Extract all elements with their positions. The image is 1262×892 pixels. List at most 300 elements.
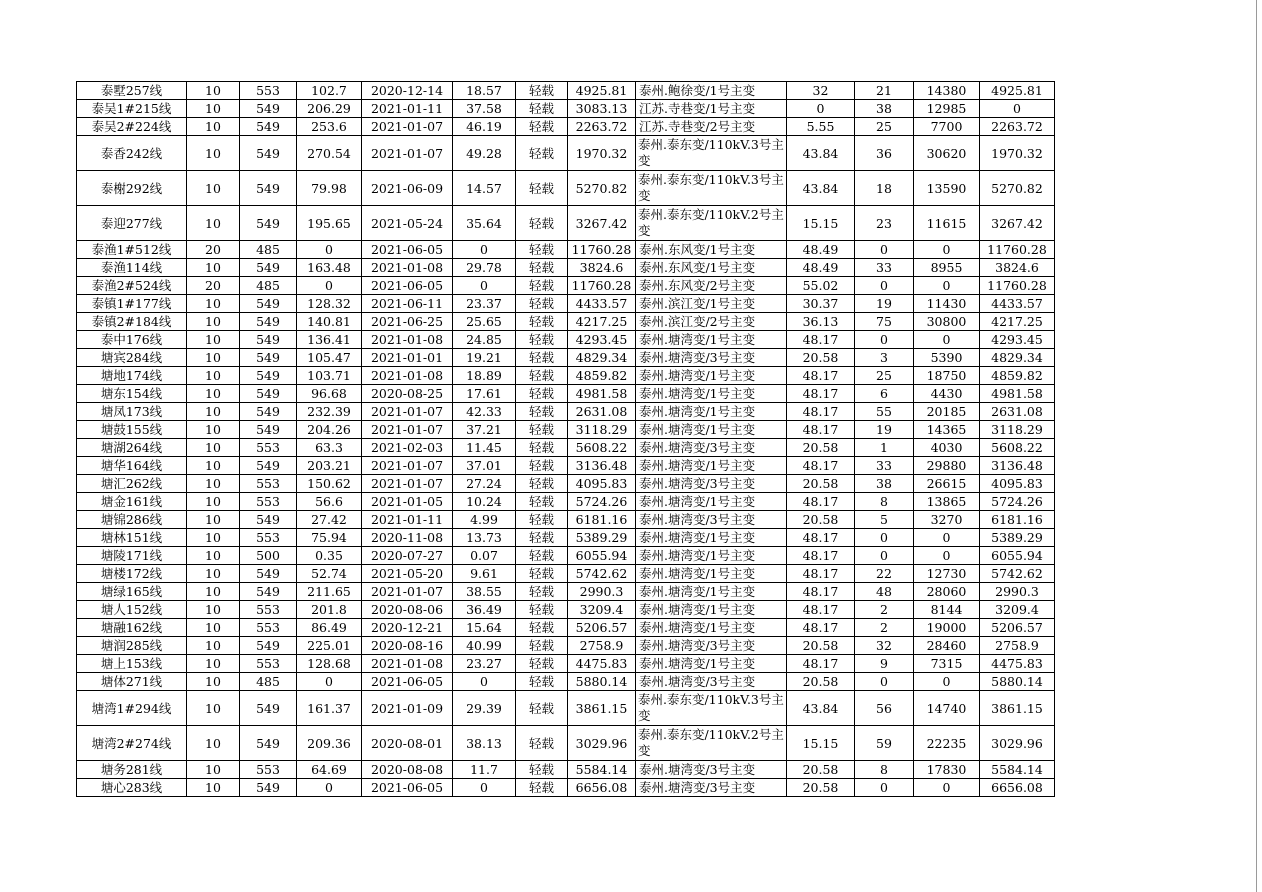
table-cell[interactable]: 泰中176线 bbox=[77, 331, 187, 349]
table-cell[interactable]: 江苏.寺巷变/1号主变 bbox=[636, 100, 787, 118]
table-cell[interactable]: 75 bbox=[855, 313, 914, 331]
table-cell[interactable]: 2021-01-01 bbox=[362, 349, 453, 367]
table-cell[interactable]: 20185 bbox=[914, 403, 980, 421]
table-cell[interactable]: 6181.16 bbox=[568, 511, 636, 529]
table-cell[interactable]: 泰州.东风变/1号主变 bbox=[636, 241, 787, 259]
table-cell[interactable]: 泰州.塘湾变/1号主变 bbox=[636, 547, 787, 565]
table-cell[interactable]: 485 bbox=[240, 241, 297, 259]
table-cell[interactable]: 2021-01-07 bbox=[362, 475, 453, 493]
table-cell[interactable]: 549 bbox=[240, 367, 297, 385]
table-cell[interactable]: 10 bbox=[187, 529, 240, 547]
table-cell[interactable]: 10 bbox=[187, 655, 240, 673]
table-cell[interactable]: 轻载 bbox=[516, 547, 568, 565]
table-cell[interactable]: 209.36 bbox=[297, 726, 362, 761]
table-cell[interactable]: 0 bbox=[914, 779, 980, 797]
table-cell[interactable]: 549 bbox=[240, 385, 297, 403]
table-cell[interactable]: 轻载 bbox=[516, 171, 568, 206]
table-cell[interactable]: 3861.15 bbox=[568, 691, 636, 726]
table-cell[interactable]: 211.65 bbox=[297, 583, 362, 601]
table-cell[interactable]: 4433.57 bbox=[980, 295, 1055, 313]
table-cell[interactable]: 0 bbox=[914, 529, 980, 547]
table-cell[interactable]: 43.84 bbox=[787, 171, 855, 206]
table-cell[interactable]: 4030 bbox=[914, 439, 980, 457]
table-cell[interactable]: 泰州.泰东变/110kV.3号主变 bbox=[636, 691, 787, 726]
table-cell[interactable]: 4859.82 bbox=[568, 367, 636, 385]
table-cell[interactable]: 塘楼172线 bbox=[77, 565, 187, 583]
table-cell[interactable]: 13590 bbox=[914, 171, 980, 206]
table-cell[interactable]: 8144 bbox=[914, 601, 980, 619]
table-cell[interactable]: 1970.32 bbox=[980, 136, 1055, 171]
table-cell[interactable]: 549 bbox=[240, 726, 297, 761]
table-cell[interactable]: 549 bbox=[240, 313, 297, 331]
table-cell[interactable]: 2020-08-16 bbox=[362, 637, 453, 655]
table-cell[interactable]: 泰州.塘湾变/1号主变 bbox=[636, 529, 787, 547]
table-cell[interactable]: 5742.62 bbox=[568, 565, 636, 583]
table-cell[interactable]: 29.78 bbox=[453, 259, 516, 277]
table-cell[interactable]: 48.17 bbox=[787, 583, 855, 601]
table-cell[interactable]: 4433.57 bbox=[568, 295, 636, 313]
table-cell[interactable]: 48.17 bbox=[787, 493, 855, 511]
table-cell[interactable]: 0 bbox=[914, 241, 980, 259]
table-cell[interactable]: 22 bbox=[855, 565, 914, 583]
table-cell[interactable]: 63.3 bbox=[297, 439, 362, 457]
table-cell[interactable]: 27.42 bbox=[297, 511, 362, 529]
table-cell[interactable]: 轻载 bbox=[516, 619, 568, 637]
table-cell[interactable]: 塘鼓155线 bbox=[77, 421, 187, 439]
table-cell[interactable]: 塘务281线 bbox=[77, 761, 187, 779]
table-cell[interactable]: 48.17 bbox=[787, 655, 855, 673]
table-cell[interactable]: 15.64 bbox=[453, 619, 516, 637]
table-cell[interactable]: 2021-01-08 bbox=[362, 655, 453, 673]
table-cell[interactable]: 10 bbox=[187, 421, 240, 439]
table-cell[interactable]: 0 bbox=[453, 277, 516, 295]
table-cell[interactable]: 泰州.泰东变/110kV.3号主变 bbox=[636, 136, 787, 171]
table-cell[interactable]: 549 bbox=[240, 349, 297, 367]
table-cell[interactable]: 42.33 bbox=[453, 403, 516, 421]
table-cell[interactable]: 泰州.塘湾变/1号主变 bbox=[636, 619, 787, 637]
table-cell[interactable]: 轻载 bbox=[516, 601, 568, 619]
table-cell[interactable]: 2020-08-08 bbox=[362, 761, 453, 779]
table-cell[interactable]: 泰州.塘湾变/1号主变 bbox=[636, 331, 787, 349]
table-cell[interactable]: 泰州.东风变/1号主变 bbox=[636, 259, 787, 277]
table-cell[interactable]: 18750 bbox=[914, 367, 980, 385]
table-cell[interactable]: 10 bbox=[187, 349, 240, 367]
table-cell[interactable]: 泰州.滨江变/2号主变 bbox=[636, 313, 787, 331]
table-cell[interactable]: 8 bbox=[855, 761, 914, 779]
table-cell[interactable]: 塘心283线 bbox=[77, 779, 187, 797]
table-cell[interactable]: 128.32 bbox=[297, 295, 362, 313]
table-cell[interactable]: 轻载 bbox=[516, 691, 568, 726]
table-cell[interactable]: 549 bbox=[240, 511, 297, 529]
table-cell[interactable]: 5608.22 bbox=[568, 439, 636, 457]
table-cell[interactable]: 2021-06-09 bbox=[362, 171, 453, 206]
table-cell[interactable]: 553 bbox=[240, 475, 297, 493]
table-cell[interactable]: 86.49 bbox=[297, 619, 362, 637]
table-cell[interactable]: 10 bbox=[187, 726, 240, 761]
table-cell[interactable]: 10 bbox=[187, 367, 240, 385]
table-cell[interactable]: 549 bbox=[240, 331, 297, 349]
table-cell[interactable]: 轻载 bbox=[516, 241, 568, 259]
table-cell[interactable]: 2021-01-11 bbox=[362, 100, 453, 118]
table-cell[interactable]: 0 bbox=[453, 241, 516, 259]
table-cell[interactable]: 14380 bbox=[914, 82, 980, 100]
table-cell[interactable]: 12730 bbox=[914, 565, 980, 583]
table-cell[interactable]: 163.48 bbox=[297, 259, 362, 277]
table-cell[interactable]: 塘体271线 bbox=[77, 673, 187, 691]
table-cell[interactable]: 48.17 bbox=[787, 619, 855, 637]
table-cell[interactable]: 79.98 bbox=[297, 171, 362, 206]
table-cell[interactable]: 549 bbox=[240, 136, 297, 171]
table-cell[interactable]: 38 bbox=[855, 475, 914, 493]
table-cell[interactable]: 8 bbox=[855, 493, 914, 511]
table-cell[interactable]: 3118.29 bbox=[568, 421, 636, 439]
table-cell[interactable]: 塘华164线 bbox=[77, 457, 187, 475]
table-cell[interactable]: 46.19 bbox=[453, 118, 516, 136]
table-cell[interactable]: 3029.96 bbox=[568, 726, 636, 761]
table-cell[interactable]: 32 bbox=[855, 637, 914, 655]
table-cell[interactable]: 塘润285线 bbox=[77, 637, 187, 655]
table-cell[interactable]: 泰镇2#184线 bbox=[77, 313, 187, 331]
table-cell[interactable]: 6 bbox=[855, 385, 914, 403]
table-cell[interactable]: 4925.81 bbox=[980, 82, 1055, 100]
table-cell[interactable]: 553 bbox=[240, 619, 297, 637]
table-cell[interactable]: 泰州.滨江变/1号主变 bbox=[636, 295, 787, 313]
table-cell[interactable]: 轻载 bbox=[516, 331, 568, 349]
table-cell[interactable]: 11.7 bbox=[453, 761, 516, 779]
table-cell[interactable]: 24.85 bbox=[453, 331, 516, 349]
table-cell[interactable]: 2021-01-11 bbox=[362, 511, 453, 529]
table-cell[interactable]: 3136.48 bbox=[568, 457, 636, 475]
table-cell[interactable]: 泰州.塘湾变/3号主变 bbox=[636, 637, 787, 655]
table-cell[interactable]: 18.89 bbox=[453, 367, 516, 385]
table-cell[interactable]: 28060 bbox=[914, 583, 980, 601]
table-cell[interactable]: 轻载 bbox=[516, 421, 568, 439]
table-cell[interactable]: 201.8 bbox=[297, 601, 362, 619]
table-cell[interactable]: 泰渔1#512线 bbox=[77, 241, 187, 259]
table-cell[interactable]: 2021-06-25 bbox=[362, 313, 453, 331]
table-cell[interactable]: 6055.94 bbox=[980, 547, 1055, 565]
table-cell[interactable]: 48.17 bbox=[787, 367, 855, 385]
table-cell[interactable]: 35.64 bbox=[453, 206, 516, 241]
table-cell[interactable]: 轻载 bbox=[516, 439, 568, 457]
table-cell[interactable]: 12985 bbox=[914, 100, 980, 118]
table-cell[interactable]: 4095.83 bbox=[980, 475, 1055, 493]
table-cell[interactable]: 泰州.泰东变/110kV.2号主变 bbox=[636, 726, 787, 761]
table-cell[interactable]: 20.58 bbox=[787, 673, 855, 691]
table-cell[interactable]: 10 bbox=[187, 583, 240, 601]
table-cell[interactable]: 0 bbox=[914, 331, 980, 349]
table-cell[interactable]: 塘锦286线 bbox=[77, 511, 187, 529]
table-cell[interactable]: 10 bbox=[187, 511, 240, 529]
table-cell[interactable]: 2021-06-05 bbox=[362, 673, 453, 691]
table-cell[interactable]: 549 bbox=[240, 779, 297, 797]
table-cell[interactable]: 10 bbox=[187, 547, 240, 565]
table-cell[interactable]: 5584.14 bbox=[568, 761, 636, 779]
table-cell[interactable]: 泰渔114线 bbox=[77, 259, 187, 277]
table-cell[interactable]: 泰迎277线 bbox=[77, 206, 187, 241]
table-cell[interactable]: 0 bbox=[453, 779, 516, 797]
table-cell[interactable]: 3267.42 bbox=[980, 206, 1055, 241]
table-cell[interactable]: 0 bbox=[980, 100, 1055, 118]
table-cell[interactable]: 0 bbox=[855, 547, 914, 565]
table-cell[interactable]: 2631.08 bbox=[568, 403, 636, 421]
table-cell[interactable]: 96.68 bbox=[297, 385, 362, 403]
table-cell[interactable]: 5724.26 bbox=[980, 493, 1055, 511]
table-cell[interactable]: 150.62 bbox=[297, 475, 362, 493]
table-cell[interactable]: 0.07 bbox=[453, 547, 516, 565]
table-cell[interactable]: 10 bbox=[187, 100, 240, 118]
table-cell[interactable]: 塘凤173线 bbox=[77, 403, 187, 421]
table-cell[interactable]: 20.58 bbox=[787, 349, 855, 367]
table-cell[interactable]: 塘林151线 bbox=[77, 529, 187, 547]
table-cell[interactable]: 轻载 bbox=[516, 100, 568, 118]
table-cell[interactable]: 48.17 bbox=[787, 529, 855, 547]
table-cell[interactable]: 28460 bbox=[914, 637, 980, 655]
table-cell[interactable]: 0 bbox=[855, 241, 914, 259]
table-cell[interactable]: 塘融162线 bbox=[77, 619, 187, 637]
table-cell[interactable]: 19 bbox=[855, 421, 914, 439]
table-cell[interactable]: 2 bbox=[855, 619, 914, 637]
table-cell[interactable]: 3824.6 bbox=[980, 259, 1055, 277]
table-cell[interactable]: 5608.22 bbox=[980, 439, 1055, 457]
table-cell[interactable]: 4293.45 bbox=[568, 331, 636, 349]
table-cell[interactable]: 10 bbox=[187, 637, 240, 655]
table-cell[interactable]: 553 bbox=[240, 493, 297, 511]
table-cell[interactable]: 4981.58 bbox=[980, 385, 1055, 403]
table-cell[interactable]: 549 bbox=[240, 295, 297, 313]
table-cell[interactable]: 30800 bbox=[914, 313, 980, 331]
table-cell[interactable]: 253.6 bbox=[297, 118, 362, 136]
table-cell[interactable]: 20 bbox=[187, 277, 240, 295]
table-cell[interactable]: 10 bbox=[187, 761, 240, 779]
table-cell[interactable]: 2021-01-07 bbox=[362, 457, 453, 475]
table-cell[interactable]: 128.68 bbox=[297, 655, 362, 673]
table-cell[interactable]: 6055.94 bbox=[568, 547, 636, 565]
table-cell[interactable]: 48.17 bbox=[787, 331, 855, 349]
table-cell[interactable]: 10 bbox=[187, 493, 240, 511]
table-cell[interactable]: 10 bbox=[187, 779, 240, 797]
table-cell[interactable]: 0 bbox=[914, 547, 980, 565]
table-cell[interactable]: 225.01 bbox=[297, 637, 362, 655]
table-cell[interactable]: 3083.13 bbox=[568, 100, 636, 118]
table-cell[interactable]: 11430 bbox=[914, 295, 980, 313]
table-cell[interactable]: 2758.9 bbox=[568, 637, 636, 655]
table-cell[interactable]: 105.47 bbox=[297, 349, 362, 367]
table-cell[interactable]: 10 bbox=[187, 331, 240, 349]
table-cell[interactable]: 轻载 bbox=[516, 637, 568, 655]
table-cell[interactable]: 10 bbox=[187, 295, 240, 313]
table-cell[interactable]: 11760.28 bbox=[568, 241, 636, 259]
table-cell[interactable]: 2020-08-25 bbox=[362, 385, 453, 403]
table-cell[interactable]: 0 bbox=[855, 673, 914, 691]
table-cell[interactable]: 4430 bbox=[914, 385, 980, 403]
table-cell[interactable]: 37.01 bbox=[453, 457, 516, 475]
table-cell[interactable]: 泰州.塘湾变/3号主变 bbox=[636, 779, 787, 797]
table-cell[interactable]: 549 bbox=[240, 118, 297, 136]
table-cell[interactable]: 轻载 bbox=[516, 565, 568, 583]
table-cell[interactable]: 塘人152线 bbox=[77, 601, 187, 619]
table-cell[interactable]: 500 bbox=[240, 547, 297, 565]
table-cell[interactable]: 轻载 bbox=[516, 529, 568, 547]
table-cell[interactable]: 泰州.东风变/2号主变 bbox=[636, 277, 787, 295]
table-cell[interactable]: 2021-01-05 bbox=[362, 493, 453, 511]
table-cell[interactable]: 161.37 bbox=[297, 691, 362, 726]
table-cell[interactable]: 549 bbox=[240, 206, 297, 241]
table-cell[interactable]: 2021-01-07 bbox=[362, 136, 453, 171]
table-cell[interactable]: 泰州.鲍徐变/1号主变 bbox=[636, 82, 787, 100]
table-cell[interactable]: 轻载 bbox=[516, 349, 568, 367]
table-cell[interactable]: 6656.08 bbox=[568, 779, 636, 797]
table-cell[interactable]: 23.27 bbox=[453, 655, 516, 673]
table-cell[interactable]: 549 bbox=[240, 637, 297, 655]
table-cell[interactable]: 549 bbox=[240, 171, 297, 206]
table-cell[interactable]: 轻载 bbox=[516, 82, 568, 100]
table-cell[interactable]: 14740 bbox=[914, 691, 980, 726]
table-cell[interactable]: 40.99 bbox=[453, 637, 516, 655]
table-cell[interactable]: 10 bbox=[187, 457, 240, 475]
table-cell[interactable]: 36.49 bbox=[453, 601, 516, 619]
table-cell[interactable]: 泰榭292线 bbox=[77, 171, 187, 206]
table-cell[interactable]: 泰州.塘湾变/1号主变 bbox=[636, 583, 787, 601]
table-cell[interactable]: 38.55 bbox=[453, 583, 516, 601]
table-cell[interactable]: 48.17 bbox=[787, 601, 855, 619]
table-cell[interactable]: 32 bbox=[787, 82, 855, 100]
table-cell[interactable]: 549 bbox=[240, 691, 297, 726]
table-cell[interactable]: 10 bbox=[187, 385, 240, 403]
table-cell[interactable]: 泰香242线 bbox=[77, 136, 187, 171]
table-cell[interactable]: 553 bbox=[240, 655, 297, 673]
table-cell[interactable]: 43.84 bbox=[787, 691, 855, 726]
table-cell[interactable]: 3136.48 bbox=[980, 457, 1055, 475]
table-cell[interactable]: 轻载 bbox=[516, 493, 568, 511]
table-cell[interactable]: 4859.82 bbox=[980, 367, 1055, 385]
table-cell[interactable]: 553 bbox=[240, 439, 297, 457]
table-cell[interactable]: 2021-06-05 bbox=[362, 241, 453, 259]
table-cell[interactable]: 2021-01-07 bbox=[362, 583, 453, 601]
table-cell[interactable]: 19.21 bbox=[453, 349, 516, 367]
table-cell[interactable]: 轻载 bbox=[516, 511, 568, 529]
table-cell[interactable]: 37.21 bbox=[453, 421, 516, 439]
table-cell[interactable]: 轻载 bbox=[516, 295, 568, 313]
table-cell[interactable]: 20.58 bbox=[787, 761, 855, 779]
table-cell[interactable]: 23.37 bbox=[453, 295, 516, 313]
table-cell[interactable]: 11615 bbox=[914, 206, 980, 241]
table-cell[interactable]: 3824.6 bbox=[568, 259, 636, 277]
table-cell[interactable]: 18 bbox=[855, 171, 914, 206]
table-cell[interactable]: 4.99 bbox=[453, 511, 516, 529]
table-cell[interactable]: 泰州.塘湾变/3号主变 bbox=[636, 349, 787, 367]
table-cell[interactable]: 5270.82 bbox=[980, 171, 1055, 206]
table-cell[interactable]: 塘金161线 bbox=[77, 493, 187, 511]
table-cell[interactable]: 0 bbox=[855, 331, 914, 349]
table-cell[interactable]: 泰州.塘湾变/3号主变 bbox=[636, 439, 787, 457]
table-cell[interactable]: 泰镇1#177线 bbox=[77, 295, 187, 313]
table-cell[interactable]: 485 bbox=[240, 277, 297, 295]
table-cell[interactable]: 10 bbox=[187, 565, 240, 583]
table-cell[interactable]: 塘绿165线 bbox=[77, 583, 187, 601]
table-cell[interactable]: 10 bbox=[187, 439, 240, 457]
table-cell[interactable]: 3270 bbox=[914, 511, 980, 529]
table-cell[interactable]: 塘陵171线 bbox=[77, 547, 187, 565]
table-cell[interactable]: 4475.83 bbox=[568, 655, 636, 673]
table-cell[interactable]: 4475.83 bbox=[980, 655, 1055, 673]
table-cell[interactable]: 10 bbox=[187, 475, 240, 493]
table-cell[interactable]: 48 bbox=[855, 583, 914, 601]
table-cell[interactable]: 轻载 bbox=[516, 779, 568, 797]
table-cell[interactable]: 3209.4 bbox=[568, 601, 636, 619]
table-cell[interactable]: 10 bbox=[187, 206, 240, 241]
table-cell[interactable]: 43.84 bbox=[787, 136, 855, 171]
table-cell[interactable]: 泰州.塘湾变/3号主变 bbox=[636, 761, 787, 779]
table-cell[interactable]: 22235 bbox=[914, 726, 980, 761]
table-cell[interactable]: 2021-01-08 bbox=[362, 367, 453, 385]
table-cell[interactable]: 2021-05-24 bbox=[362, 206, 453, 241]
table-cell[interactable]: 泰州.塘湾变/1号主变 bbox=[636, 457, 787, 475]
table-cell[interactable]: 48.49 bbox=[787, 259, 855, 277]
table-cell[interactable]: 0 bbox=[787, 100, 855, 118]
table-cell[interactable]: 29880 bbox=[914, 457, 980, 475]
table-cell[interactable]: 59 bbox=[855, 726, 914, 761]
table-cell[interactable]: 10 bbox=[187, 136, 240, 171]
table-cell[interactable]: 55 bbox=[855, 403, 914, 421]
table-cell[interactable]: 2020-08-06 bbox=[362, 601, 453, 619]
table-cell[interactable]: 232.39 bbox=[297, 403, 362, 421]
table-cell[interactable]: 203.21 bbox=[297, 457, 362, 475]
table-cell[interactable]: 江苏.寺巷变/2号主变 bbox=[636, 118, 787, 136]
table-cell[interactable]: 13865 bbox=[914, 493, 980, 511]
table-cell[interactable]: 195.65 bbox=[297, 206, 362, 241]
table-cell[interactable]: 553 bbox=[240, 529, 297, 547]
table-cell[interactable]: 19 bbox=[855, 295, 914, 313]
table-cell[interactable]: 25 bbox=[855, 118, 914, 136]
table-cell[interactable]: 20 bbox=[187, 241, 240, 259]
table-cell[interactable]: 48.17 bbox=[787, 421, 855, 439]
table-cell[interactable]: 48.17 bbox=[787, 385, 855, 403]
table-cell[interactable]: 2021-01-08 bbox=[362, 331, 453, 349]
table-cell[interactable]: 3 bbox=[855, 349, 914, 367]
table-cell[interactable]: 4925.81 bbox=[568, 82, 636, 100]
table-cell[interactable]: 36.13 bbox=[787, 313, 855, 331]
table-cell[interactable]: 轻载 bbox=[516, 277, 568, 295]
table-cell[interactable]: 塘湖264线 bbox=[77, 439, 187, 457]
table-cell[interactable]: 塘湾1#294线 bbox=[77, 691, 187, 726]
table-cell[interactable]: 19000 bbox=[914, 619, 980, 637]
table-cell[interactable]: 5880.14 bbox=[980, 673, 1055, 691]
table-cell[interactable]: 轻载 bbox=[516, 655, 568, 673]
table-cell[interactable]: 10 bbox=[187, 673, 240, 691]
table-cell[interactable]: 2021-05-20 bbox=[362, 565, 453, 583]
table-cell[interactable]: 2021-01-08 bbox=[362, 259, 453, 277]
table-cell[interactable]: 0 bbox=[914, 277, 980, 295]
table-cell[interactable]: 20.58 bbox=[787, 637, 855, 655]
table-cell[interactable]: 10 bbox=[187, 691, 240, 726]
table-cell[interactable]: 轻载 bbox=[516, 673, 568, 691]
table-cell[interactable]: 4829.34 bbox=[568, 349, 636, 367]
table-cell[interactable]: 泰州.塘湾变/1号主变 bbox=[636, 493, 787, 511]
table-cell[interactable]: 4293.45 bbox=[980, 331, 1055, 349]
table-cell[interactable]: 泰州.塘湾变/1号主变 bbox=[636, 421, 787, 439]
table-cell[interactable]: 20.58 bbox=[787, 511, 855, 529]
table-cell[interactable]: 2021-06-05 bbox=[362, 779, 453, 797]
table-cell[interactable]: 549 bbox=[240, 259, 297, 277]
table-cell[interactable]: 56 bbox=[855, 691, 914, 726]
table-cell[interactable]: 11760.28 bbox=[980, 277, 1055, 295]
table-cell[interactable]: 48.17 bbox=[787, 457, 855, 475]
table-cell[interactable]: 17830 bbox=[914, 761, 980, 779]
table-cell[interactable]: 27.24 bbox=[453, 475, 516, 493]
table-cell[interactable]: 20.58 bbox=[787, 779, 855, 797]
table-cell[interactable]: 56.6 bbox=[297, 493, 362, 511]
